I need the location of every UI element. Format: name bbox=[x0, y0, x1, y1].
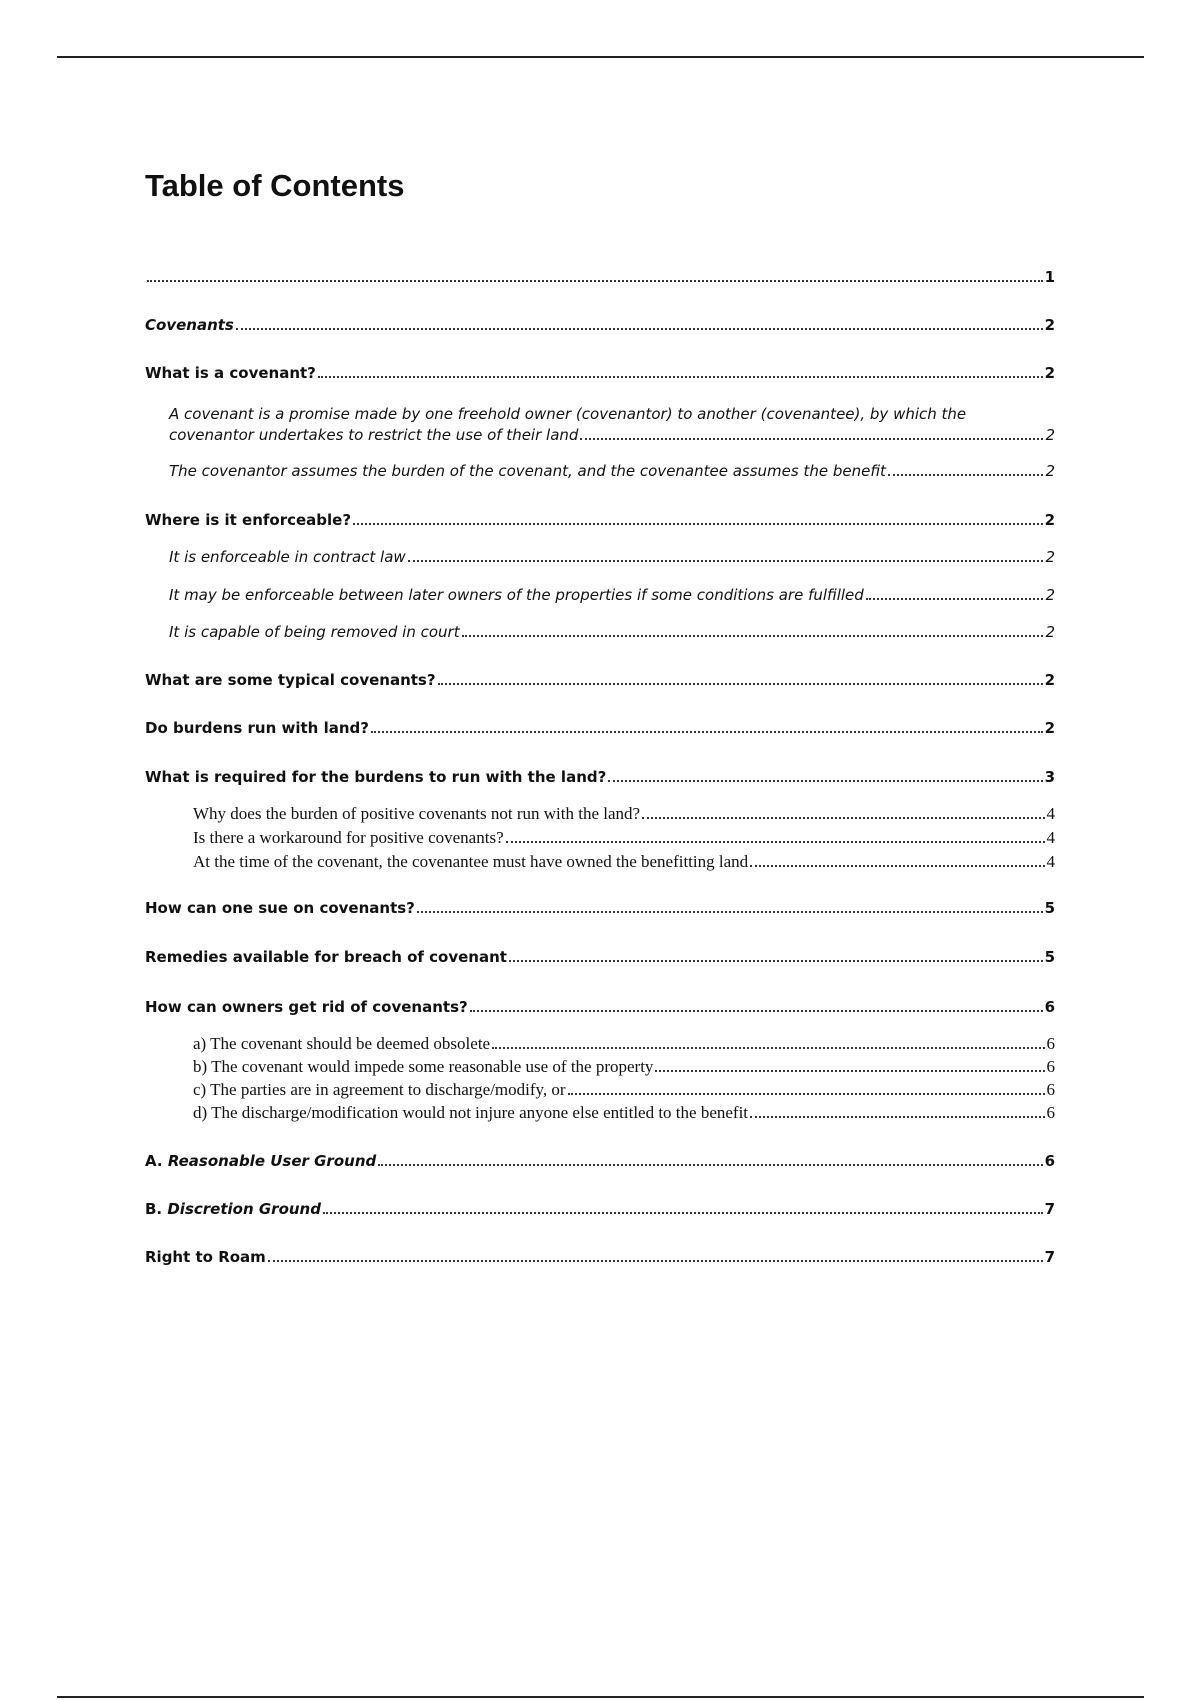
toc-entry-text: Why does the burden of positive covenants not run with the land? bbox=[193, 804, 641, 823]
toc-entry[interactable] bbox=[145, 268, 1055, 286]
toc-entry-text: c) The parties are in agreement to discharge/modify, or bbox=[193, 1080, 566, 1099]
toc-leader bbox=[750, 865, 1044, 867]
toc-page-number: 3 bbox=[1044, 768, 1055, 786]
toc-leader bbox=[492, 1047, 1044, 1049]
toc-leader bbox=[580, 438, 1043, 440]
toc-page-number: 4 bbox=[1046, 804, 1055, 823]
toc-entry-text: covenantor undertakes to restrict the use of their land bbox=[169, 426, 579, 444]
toc-entry-text: Do burdens run with land? bbox=[145, 719, 369, 737]
toc-entry[interactable] bbox=[145, 511, 1055, 529]
toc-entry-text: The covenantor assumes the burden of the covenant, and the covenantee assumes the benefit bbox=[169, 462, 886, 480]
toc-leader bbox=[655, 1070, 1044, 1072]
toc-leader bbox=[866, 598, 1044, 600]
toc-entry-text: At the time of the covenant, the covenantee must have owned the benefitting land bbox=[193, 852, 749, 871]
toc-leader bbox=[608, 780, 1042, 782]
toc-leader bbox=[417, 911, 1043, 913]
toc-leader bbox=[750, 1116, 1044, 1118]
toc-entry[interactable] bbox=[145, 948, 1055, 966]
toc-entry[interactable] bbox=[145, 1080, 1055, 1100]
toc-entry[interactable] bbox=[145, 671, 1055, 689]
toc-page-number: 5 bbox=[1044, 899, 1055, 917]
toc-page-number: 7 bbox=[1044, 1248, 1055, 1266]
toc-entry-text: Where is it enforceable? bbox=[145, 511, 352, 529]
toc-page-number: 2 bbox=[1044, 719, 1055, 737]
toc-page-number: 2 bbox=[1045, 426, 1055, 444]
toc-page-number: 2 bbox=[1044, 671, 1055, 689]
toc-page-number: 6 bbox=[1046, 1103, 1055, 1122]
toc-entry[interactable] bbox=[145, 548, 1055, 566]
toc-entry[interactable] bbox=[145, 1248, 1055, 1266]
toc-entry-text: Is there a workaround for positive covenants? bbox=[193, 828, 504, 847]
toc-entry-text: What is a covenant? bbox=[145, 364, 316, 382]
toc-leader bbox=[642, 817, 1044, 819]
toc-leader bbox=[318, 376, 1043, 378]
toc-entry-text: What is required for the burdens to run with the land? bbox=[145, 768, 607, 786]
toc-entry-text: b) The covenant would impede some reasonable use of the property bbox=[193, 1057, 654, 1076]
toc-entry[interactable] bbox=[145, 719, 1055, 737]
toc-entry-text: a) The covenant should be deemed obsolete bbox=[193, 1034, 491, 1053]
toc-leader bbox=[888, 474, 1044, 476]
toc-leader bbox=[438, 683, 1043, 685]
toc-entry-text: Discretion Ground bbox=[167, 1200, 321, 1218]
toc-leader bbox=[408, 560, 1044, 562]
toc-leader bbox=[378, 1164, 1042, 1166]
toc-entry[interactable] bbox=[145, 768, 1055, 786]
toc-page-number: 5 bbox=[1044, 948, 1055, 966]
toc-page-number: 6 bbox=[1046, 1034, 1055, 1053]
toc-leader bbox=[353, 523, 1043, 525]
toc-entry-text: What are some typical covenants? bbox=[145, 671, 436, 689]
toc-leader bbox=[236, 328, 1043, 330]
toc-entry[interactable] bbox=[145, 1152, 1055, 1170]
toc-entry-prefix: A. bbox=[145, 1152, 168, 1170]
toc-page-number: 6 bbox=[1044, 998, 1055, 1016]
toc-entry[interactable] bbox=[145, 364, 1055, 382]
toc-page-number: 2 bbox=[1045, 586, 1055, 604]
toc-leader bbox=[470, 1010, 1043, 1012]
toc-entry-text: How can one sue on covenants? bbox=[145, 899, 415, 917]
toc-entry[interactable] bbox=[145, 998, 1055, 1016]
toc-entry[interactable] bbox=[145, 1034, 1055, 1054]
toc-page-number: 4 bbox=[1046, 828, 1055, 847]
toc-leader bbox=[462, 635, 1044, 637]
toc-entry[interactable] bbox=[145, 586, 1055, 604]
toc-leader bbox=[506, 841, 1045, 843]
toc-entry-prefix: B. bbox=[145, 1200, 168, 1218]
toc-entry[interactable] bbox=[145, 316, 1055, 334]
toc-leader bbox=[509, 960, 1043, 962]
toc-page-number: 2 bbox=[1045, 548, 1055, 566]
toc-page-number: 6 bbox=[1044, 1152, 1055, 1170]
toc-page-number: 2 bbox=[1044, 511, 1055, 529]
toc-entry[interactable] bbox=[145, 804, 1055, 824]
toc-entry-text: Right to Roam bbox=[145, 1248, 266, 1266]
toc-title: Table of Contents bbox=[145, 168, 405, 203]
toc-entry[interactable] bbox=[145, 623, 1055, 641]
toc-entry-text: Reasonable User Ground bbox=[167, 1152, 377, 1170]
toc-page-number: 2 bbox=[1044, 364, 1055, 382]
toc-page-number: 7 bbox=[1044, 1200, 1055, 1218]
toc-entry[interactable] bbox=[145, 1103, 1055, 1123]
toc-entry-text: d) The discharge/modification would not injure anyone else entitled to the benefit bbox=[193, 1103, 749, 1122]
toc-entry-text: It may be enforceable between later owners of the properties if some conditions are fulfilled bbox=[169, 586, 864, 604]
toc-entry-text: Remedies available for breach of covenant bbox=[145, 948, 507, 966]
toc-leader bbox=[371, 731, 1043, 733]
footer-rule bbox=[57, 1696, 1144, 1698]
toc-entry[interactable] bbox=[145, 1200, 1055, 1218]
toc-entry-text: It is capable of being removed in court bbox=[169, 623, 460, 641]
toc-entry-text: It is enforceable in contract law bbox=[169, 548, 406, 566]
toc-page-number: 1 bbox=[1044, 268, 1055, 286]
toc-entry[interactable] bbox=[145, 462, 1055, 480]
toc-leader bbox=[147, 280, 1043, 282]
toc-leader bbox=[568, 1093, 1045, 1095]
toc-entry[interactable] bbox=[145, 1057, 1055, 1077]
toc-entry-text: A covenant is a promise made by one freehold owner (covenantor) to another (covenantee), by which the bbox=[169, 405, 967, 423]
toc-entry[interactable] bbox=[145, 828, 1055, 848]
header-rule bbox=[57, 56, 1144, 58]
toc-leader bbox=[268, 1260, 1043, 1262]
toc-entry[interactable] bbox=[145, 402, 1055, 444]
toc-leader bbox=[323, 1212, 1043, 1214]
toc-entry[interactable] bbox=[145, 852, 1055, 872]
toc-entry[interactable] bbox=[145, 899, 1055, 917]
toc-page-number: 4 bbox=[1046, 852, 1055, 871]
toc-page-number: 2 bbox=[1044, 316, 1055, 334]
toc-page-number: 6 bbox=[1046, 1080, 1055, 1099]
toc-entry-text: How can owners get rid of covenants? bbox=[145, 998, 468, 1016]
toc-entry-text: Covenants bbox=[145, 316, 234, 334]
toc-page-number: 2 bbox=[1045, 623, 1055, 641]
toc-page-number: 6 bbox=[1046, 1057, 1055, 1076]
toc-page-number: 2 bbox=[1045, 462, 1055, 480]
